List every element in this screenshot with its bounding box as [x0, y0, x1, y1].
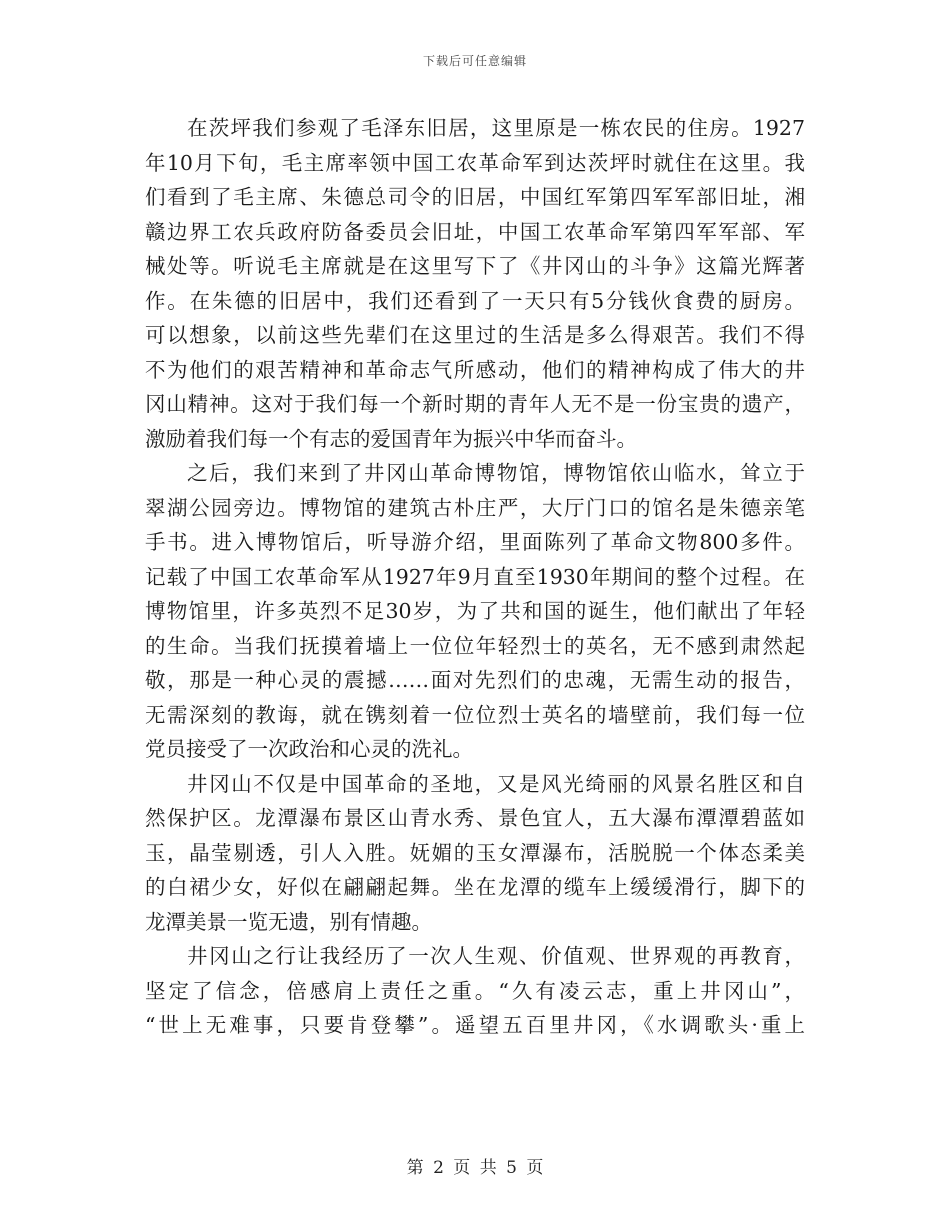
- text-line: 龙潭美景一览无遗，别有情趣。: [145, 909, 432, 934]
- document-body: [145, 111, 805, 1043]
- text-line: 翠湖公园旁边。博物馆的建筑古朴庄严，大厅门口的馆名是朱德亲笔: [145, 495, 805, 520]
- text-line: 年10月下旬，毛主席率领中国工农革命军到达茨坪时就住在这里。我: [145, 150, 805, 175]
- text-line: 记载了中国工农革命军从1927年9月直至1930年期间的整个过程。在: [145, 564, 805, 589]
- text-line: 冈山精神。这对于我们每一个新时期的青年人无不是一份宝贵的遗产，: [145, 392, 805, 416]
- text-line: 们看到了毛主席、朱德总司令的旧居，中国红军第四军军部旧址，湘: [145, 185, 805, 209]
- text-line: 无需深刻的教诲，就在镌刻着一位位烈士英名的墙壁前，我们每一位: [145, 702, 805, 727]
- text-line: 作。在朱德的旧居中，我们还看到了一天只有5分钱伙食费的厨房。: [145, 288, 805, 313]
- text-line: 坚定了信念，倍感肩上责任之重。“久有凌云志，重上井冈山”，: [145, 978, 805, 1003]
- text-line: 井冈山之行让我经历了一次人生观、价值观、世界观的再教育，: [187, 944, 805, 968]
- text-line: 在茨坪我们参观了毛泽东旧居，这里原是一栋农民的住房。1927: [187, 116, 805, 140]
- text-line: 激励着我们每一个有志的爱国青年为振兴中华而奋斗。: [145, 426, 637, 451]
- text-line: 械处等。听说毛主席就是在这里写下了《井冈山的斗争》这篇光辉著: [145, 254, 805, 278]
- text-line: 井冈山不仅是中国革命的圣地，又是风光绮丽的风景名胜区和自: [187, 771, 805, 796]
- text-line: 玉，晶莹剔透，引人入胜。妩媚的玉女潭瀑布，活脱脱一个体态柔美: [145, 840, 805, 865]
- text-line: 赣边界工农兵政府防备委员会旧址，中国工农革命军第四军军部、军: [145, 219, 805, 244]
- text-line: 敬，那是一种心灵的震撼……面对先烈们的忠魂，无需生动的报告，: [145, 668, 805, 692]
- text-line: 之后，我们来到了井冈山革命博物馆，博物馆依山临水，耸立于: [187, 461, 805, 485]
- text-line: 手书。进入博物馆后，听导游介绍，里面陈列了革命文物800多件。: [145, 530, 805, 554]
- text-line: “世上无难事，只要肯登攀”。遥望五百里井冈，《水调歌头·重上: [145, 1013, 805, 1037]
- page-footer: 第 2 页 共 5 页: [406, 1158, 544, 1178]
- text-line: 的白裙少女，好似在翩翩起舞。坐在龙潭的缆车上缓缓滑行，脚下的: [145, 875, 805, 899]
- text-line: 党员接受了一次政治和心灵的洗礼。: [145, 737, 473, 761]
- text-line: 不为他们的艰苦精神和革命志气所感动，他们的精神构成了伟大的井: [145, 357, 805, 382]
- text-line: 博物馆里，许多英烈不足30岁，为了共和国的诞生，他们献出了年轻: [145, 599, 805, 623]
- text-line: 的生命。当我们抚摸着墙上一位位年轻烈士的英名，无不感到肃然起: [145, 633, 805, 658]
- page-header: 下载后可任意编辑: [422, 54, 527, 68]
- text-line: 然保护区。龙潭瀑布景区山青水秀、景色宜人，五大瀑布潭潭碧蓝如: [145, 806, 805, 830]
- text-line: 可以想象，以前这些先辈们在这里过的生活是多么得艰苦。我们不得: [145, 323, 805, 347]
